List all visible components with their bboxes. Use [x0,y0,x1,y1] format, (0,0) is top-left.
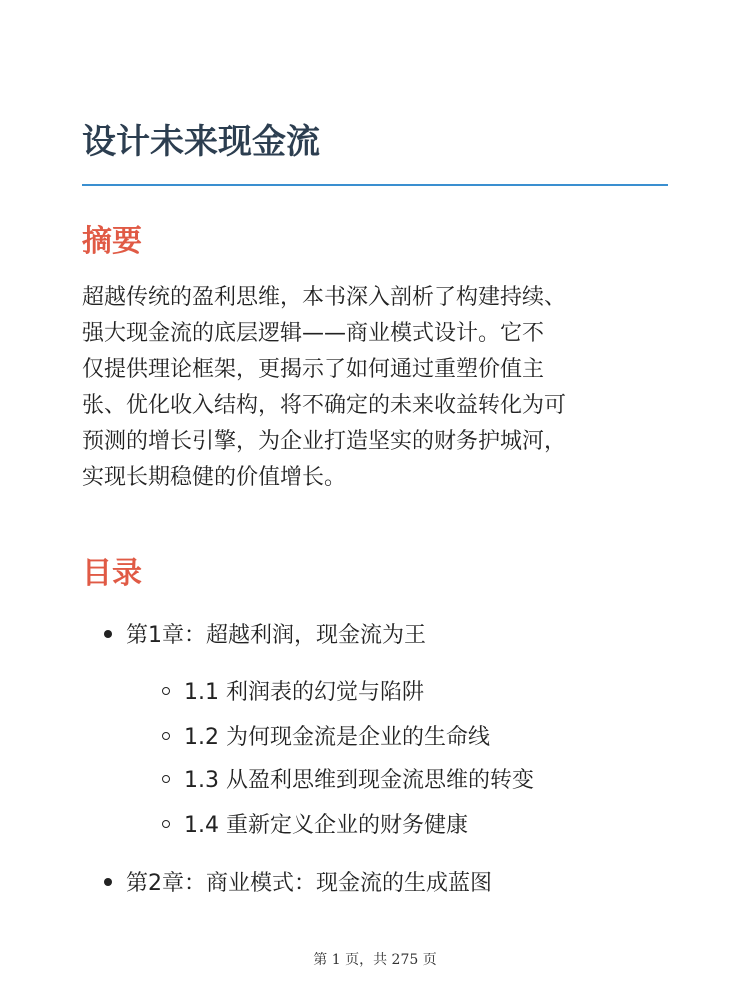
toc-chapter-item[interactable] [104,618,426,654]
document-title: 设计未来现金流 [82,122,320,162]
abstract-paragraph [82,280,670,496]
filled-bullet-icon [104,878,112,886]
abstract-line: 仅提供理论框架，更揭示了如何通过重塑价值主 [82,357,545,382]
toc-section-label: 1.4 重新定义企业的财务健康 [184,813,468,838]
toc-section-item[interactable] [162,720,490,756]
hollow-bullet-icon [162,687,170,695]
hollow-bullet-icon [162,732,170,740]
toc-section-item[interactable] [162,808,468,844]
abstract-line: 强大现金流的底层逻辑——商业模式设计。它不 [82,321,545,346]
toc-section-label: 1.3 从盈利思维到现金流思维的转变 [184,768,534,793]
toc-chapter-item[interactable] [104,866,492,902]
abstract-line: 实现长期稳健的价值增长。 [82,465,347,490]
abstract-line: 超越传统的盈利思维，本书深入剖析了构建持续、 [82,285,567,310]
abstract-line: 预测的增长引擎，为企业打造坚实的财务护城河， [82,429,567,454]
toc-chapter-label: 第2章：商业模式：现金流的生成蓝图 [126,871,492,896]
document-page [82,0,670,1000]
toc-section-item[interactable] [162,763,534,799]
hollow-bullet-icon [162,820,170,828]
toc-section-label: 1.2 为何现金流是企业的生命线 [184,725,490,750]
hollow-bullet-icon [162,775,170,783]
abstract-line: 张、优化收入结构，将不确定的未来收益转化为可 [82,393,567,418]
abstract-heading: 摘要 [82,224,142,259]
toc-section-label: 1.1 利润表的幻觉与陷阱 [184,680,424,705]
title-divider [82,184,668,186]
toc-section-item[interactable] [162,675,424,711]
filled-bullet-icon [104,630,112,638]
page-number-footer: 第 1 页，共 275 页 [313,952,437,968]
toc-heading: 目录 [82,556,142,591]
toc-chapter-label: 第1章：超越利润，现金流为王 [126,623,426,648]
